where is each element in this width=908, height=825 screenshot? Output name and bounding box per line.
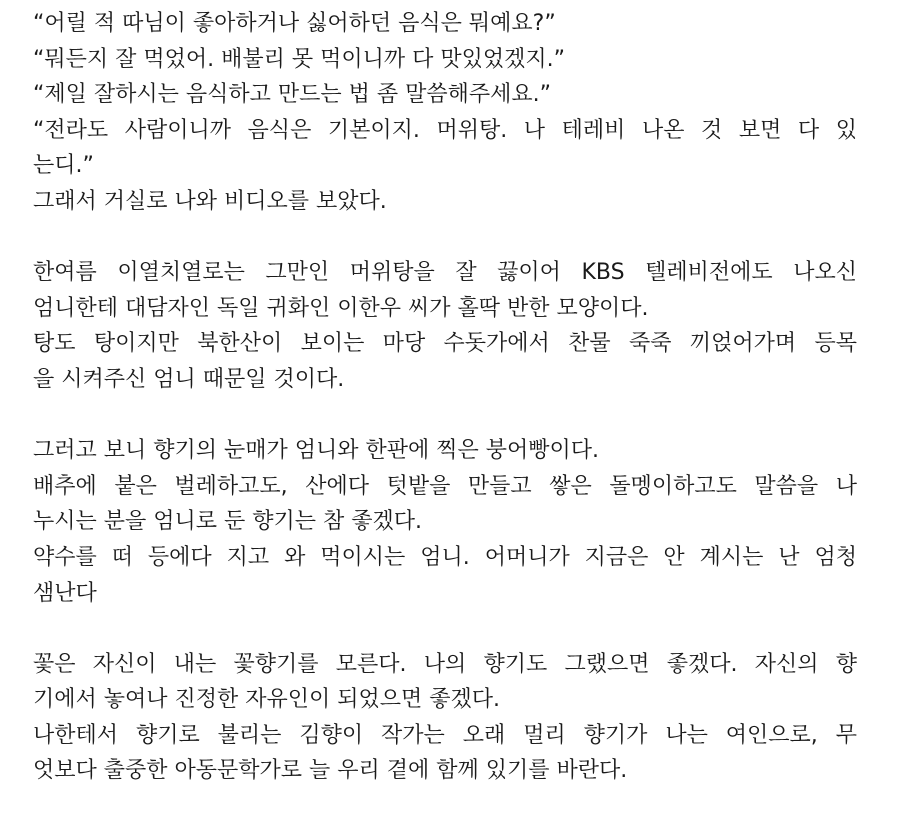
document-page xyxy=(33,6,863,825)
text-line: 꽃은 자신이 내는 꽃향기를 모른다. 나의 향기도 그랬으면 좋겠다. 자신의 향 xyxy=(33,651,857,677)
text-line: 엇보다 출중한 아동문학가로 늘 우리 곁에 함께 있기를 바란다. xyxy=(33,758,628,784)
text-line: 샘난다 xyxy=(33,580,97,606)
text-line: 누시는 분을 엄니로 둔 향기는 참 좋겠다. xyxy=(33,509,422,535)
text-line: “제일 잘하시는 음식하고 만드는 법 좀 말씀해주세요.” xyxy=(33,82,552,108)
text-line: 한여름 이열치열로는 그만인 머위탕을 잘 끓이어 KBS 텔레비전에도 나오신 xyxy=(33,260,857,286)
text-line: “전라도 사람이니까 음식은 기본이지. 머위탕. 나 테레비 나온 것 보면 다 있 xyxy=(33,117,857,143)
paragraph-flower xyxy=(33,647,863,789)
text-line: “뭐든지 잘 먹었어. 배불리 못 먹이니까 다 맛있었겠지.” xyxy=(33,46,566,72)
paragraph-meowitang xyxy=(33,255,863,397)
text-line: 탕도 탕이지만 북한산이 보이는 마당 수돗가에서 찬물 죽죽 끼얹어가며 등목 xyxy=(33,331,857,357)
paragraph-interview xyxy=(33,6,863,220)
paragraph-hyanggi xyxy=(33,433,863,611)
text-line: 나한테서 향기로 불리는 김향이 작가는 오래 멀리 향기가 나는 여인으로, 무 xyxy=(33,722,857,748)
text-line: 기에서 놓여나 진정한 자유인이 되었으면 좋겠다. xyxy=(33,687,501,713)
text-line: 그러고 보니 향기의 눈매가 엄니와 한판에 찍은 붕어빵이다. xyxy=(33,438,599,464)
text-line: 는디.” xyxy=(33,153,94,179)
text-line: 약수를 떠 등에다 지고 와 먹이시는 엄니. 어머니가 지금은 안 계시는 난 엄청 xyxy=(33,544,857,570)
text-line: “어릴 적 따님이 좋아하거나 싫어하던 음식은 뭐예요?” xyxy=(33,11,556,36)
text-line: 엄니한테 대담자인 독일 귀화인 이한우 씨가 홀딱 반한 모양이다. xyxy=(33,295,649,321)
text-line: 그래서 거실로 나와 비디오를 보았다. xyxy=(33,188,387,214)
text-line: 을 시켜주신 엄니 때문일 것이다. xyxy=(33,366,345,392)
text-line: 배추에 붙은 벌레하고도, 산에다 텃밭을 만들고 쌓은 돌멩이하고도 말씀을 나 xyxy=(33,473,857,499)
